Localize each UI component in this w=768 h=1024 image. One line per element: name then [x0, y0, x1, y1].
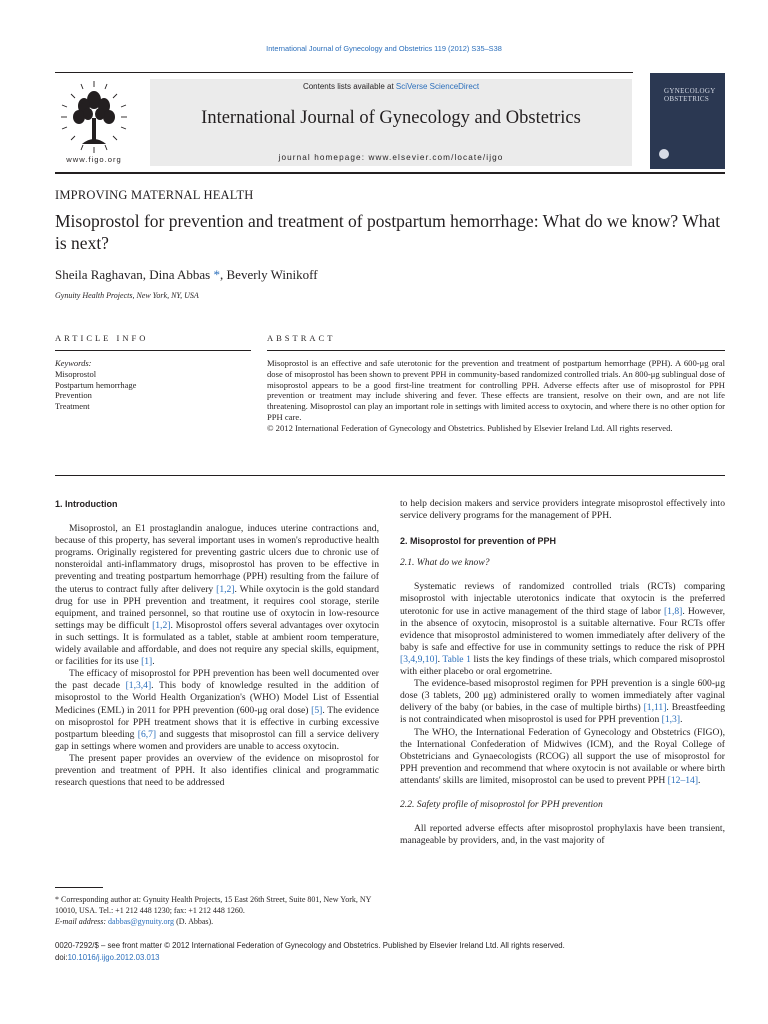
- intro-paragraph: The present paper provides an overview of the evidence on misoprostol for prevention and treatment of PPH. It also identifies clinical and programmatic research questions that need to be addressed: [55, 752, 379, 789]
- body-paragraph: [400, 678, 725, 726]
- citation-link[interactable]: [1,8]: [663, 605, 683, 617]
- citation-link[interactable]: [1,3,4]: [125, 680, 152, 692]
- text-run: . Misoprostol offers several advantages over oxytocin in such settings. It is formulated as a tablet, stable at ambient room temperature, widely available and affordable, and does not require any special skills, equipment, or facilities for its use: [55, 619, 379, 668]
- keyword-item: Misoprostol: [55, 368, 97, 379]
- text-run: The WHO, the International Federation of Gynecology and Obstetrics (FIGO), the International Confederation of Midwives (ICM), and the Royal College of Obstetricians and Gynaecologists (RCOG) all support the use of misoprostol for PPH prevention and recommend that where oxytocin is not available or where birth attendants' skills are limited, misoprostol can be used to prevent PPH: [400, 726, 725, 786]
- body-paragraph: All reported adverse effects after misoprostol prophylaxis have been transient, manageable by providers, and, in the vast majority of: [400, 823, 725, 847]
- footnote: [55, 894, 385, 927]
- text-run: The evidence-based misoprostol regimen for PPH prevention is a single 600-μg dose (3 tablets, 200 μg) administered orally to women immediately after vaginal delivery of the baby (or babies, in the case of multiple births): [400, 678, 725, 714]
- citation-link[interactable]: [3,4,9,10]: [400, 653, 438, 665]
- article-info-heading: ARTICLE INFO: [55, 333, 149, 343]
- text-run: . However, in the absence of oxytocin, misoprostol is a suitable alternative. Four RCTs offer evidence that misoprostol administered to women immediately after delivery of the baby is safe and effective for use in community settings to reduce the risk of PPH: [400, 605, 725, 653]
- intro-heading: 1. Introduction: [55, 499, 118, 509]
- keyword-item: Prevention: [55, 390, 92, 401]
- citation-link[interactable]: [12–14]: [667, 774, 699, 786]
- keywords-block: [55, 358, 251, 412]
- citation-link[interactable]: [1,11]: [643, 702, 667, 714]
- text-run: . While oxytocin is the gold standard drug for use in PPH prevention and treatment, it requires cool storage, sterile equipment, and trained personnel, so that routine use of oxytocin in low-resource settings may be difficult: [55, 583, 380, 631]
- text-run: and suggests that misoprostol can fill a service delivery gap in settings where women and providers are unable to access oxytocin.: [55, 728, 379, 752]
- text-run: lists the key findings of these trials, which compared misoprostol with either placebo or oral ergometrine.: [400, 653, 726, 678]
- cover-emblem-icon: [658, 147, 670, 161]
- contents-line: [150, 82, 632, 91]
- subsection-2-2-heading: 2.2. Safety profile of misoprostol for PPH prevention: [400, 798, 603, 810]
- body-paragraph: to help decision makers and service providers integrate misoprostol effectively into service delivery programs for the management of PPH.: [400, 498, 725, 522]
- corresponding-author-mark[interactable]: *: [213, 267, 220, 282]
- header-top-rule: [55, 72, 633, 73]
- authors-first: Sheila Raghavan, Dina Abbas: [55, 267, 214, 282]
- left-column: [55, 498, 379, 789]
- authors-last: , Beverly Winikoff: [220, 267, 318, 282]
- text-run: . The evidence on misoprostol for PPH treatment shows that it is effective in curbing excessive postpartum bleeding: [55, 704, 379, 740]
- article-title: Misoprostol for prevention and treatment of postpartum hemorrhage: What do we know? What is next?: [55, 211, 721, 253]
- section-2-heading: 2. Misoprostol for prevention of PPH: [400, 536, 557, 547]
- text-run: Misoprostol, an E1 prostaglandin analogue, induces uterine contractions and, because of this property, has several important uses in women's reproductive health programs. Originally registered for preventing gastric ulcers due to chronic use of nonsteroidal anti-inflammatory drugs, misoprostol has proven to be effective in preventing and treating postpartum hemorrhage (PPH) resulting from the failure of the uterus to contract fully after delivery: [55, 523, 379, 595]
- email-link[interactable]: dabbas@gynuity.org: [108, 917, 175, 926]
- journal-cover-image: [650, 73, 725, 169]
- section-label: IMPROVING MATERNAL HEALTH: [55, 188, 254, 202]
- text-run: .: [698, 774, 701, 786]
- abstract-body: [267, 358, 725, 434]
- intro-paragraph: [55, 668, 379, 753]
- subsection-2-1-heading: 2.1. What do we know?: [400, 557, 490, 569]
- text-run: The efficacy of misoprostol for PPH prevention has been well documented over the past decade: [55, 668, 379, 692]
- email-line: [55, 916, 385, 927]
- citation-link[interactable]: [1,2]: [216, 583, 235, 595]
- citation-link[interactable]: [1,2]: [152, 619, 171, 631]
- abstract-bottom-rule: [55, 475, 725, 476]
- text-run: . This body of knowledge resulted in the addition of misoprostol to the World Health Organization's (WHO) Model List of Essential Medicines (EML) in 2011 for PPH prevention (600-μg oral dose): [55, 680, 379, 716]
- text-run: Systematic reviews of randomized controlled trials (RCTs) comparing misoprostol with injectable uterotonics indicate that oxytocin is the preferred uterotonic for use in active management of the third stage of labor: [400, 581, 725, 617]
- citation-link[interactable]: [5]: [311, 704, 323, 716]
- right-column: [400, 498, 725, 847]
- keywords-label: Keywords:: [55, 358, 92, 368]
- email-label: E-mail address:: [55, 917, 109, 926]
- journal-citation[interactable]: International Journal of Gynecology and Obstetrics 119 (2012) S35–S38: [266, 44, 502, 53]
- email-suffix: (D. Abbas).: [174, 917, 214, 926]
- header-bottom-rule: [55, 172, 725, 174]
- intro-paragraph: [55, 523, 379, 668]
- affiliation: Gynuity Health Projects, New York, NY, USA: [55, 291, 199, 300]
- article-info-rule: [55, 350, 251, 351]
- body-paragraph: [400, 727, 725, 787]
- abstract-text: Misoprostol is an effective and safe uterotonic for the prevention and treatment of postpartum hemorrhage (PPH). A 600-μg oral dose of misoprostol has been shown to prevent PPH in community-based randomized controlled trials. An 800-μg sublingual dose of misoprostol appears to be a good first-line treatment for controlling PPH. Adverse effects after use of misoprostol for PPH prevention or treatment may include shivering and fever. These effects are transient, resolve on their own, and are not life threatening. Misoprostol can play an important role in settings with limited access to oxytocin, and where there is no other option for PPH care.: [267, 358, 725, 422]
- citation-link[interactable]: [1]: [141, 656, 153, 668]
- citation-link[interactable]: [6,7]: [137, 728, 157, 740]
- doi-link[interactable]: 10.1016/j.ijgo.2012.03.013: [67, 953, 160, 962]
- contents-prefix: Contents lists available at: [302, 82, 396, 91]
- issn-line: 0020-7292/$ – see front matter © 2012 International Federation of Gynecology and Obstetrics. Published by Elsevier Ireland Ltd. All rights reserved.: [55, 941, 565, 950]
- abstract-heading: ABSTRACT: [267, 333, 336, 343]
- figo-url[interactable]: www.figo.org: [66, 155, 122, 164]
- abstract-copyright: © 2012 International Federation of Gynecology and Obstetrics. Published by Elsevier Ireland Ltd. All rights reserved.: [267, 422, 673, 433]
- doi-line: [55, 952, 735, 964]
- journal-homepage[interactable]: journal homepage: www.elsevier.com/locate/ijgo: [278, 153, 504, 162]
- citation-link[interactable]: [1,3]: [661, 714, 681, 726]
- front-matter-note: [55, 940, 735, 964]
- footnote-rule: [55, 887, 103, 888]
- text-run: .: [152, 656, 155, 668]
- corresponding-author-note: * Corresponding author at: Gynuity Health Projects, 15 East 26th Street, Suite 801, New York, NY 10010, USA. Tel.: +1 212 448 1230; fax: +1 212 448 1260.: [55, 895, 372, 915]
- table-link[interactable]: Table 1: [442, 653, 471, 665]
- author-list: [55, 267, 318, 283]
- keyword-item: Postpartum hemorrhage: [55, 379, 137, 390]
- sciencedirect-link[interactable]: SciVerse ScienceDirect: [395, 82, 480, 91]
- body-paragraph: [400, 581, 725, 678]
- abstract-rule: [267, 350, 725, 351]
- keyword-item: Treatment: [55, 401, 90, 412]
- journal-title: International Journal of Gynecology and Obstetrics: [201, 108, 581, 128]
- text-run: .: [437, 653, 443, 665]
- cover-title: GYNECOLOGY OBSTETRICS: [664, 87, 716, 103]
- doi-label: doi:: [55, 953, 68, 962]
- text-run: . Breastfeeding is not contraindicated when misoprostol is used for PPH prevention: [400, 702, 725, 726]
- text-run: .: [680, 714, 683, 726]
